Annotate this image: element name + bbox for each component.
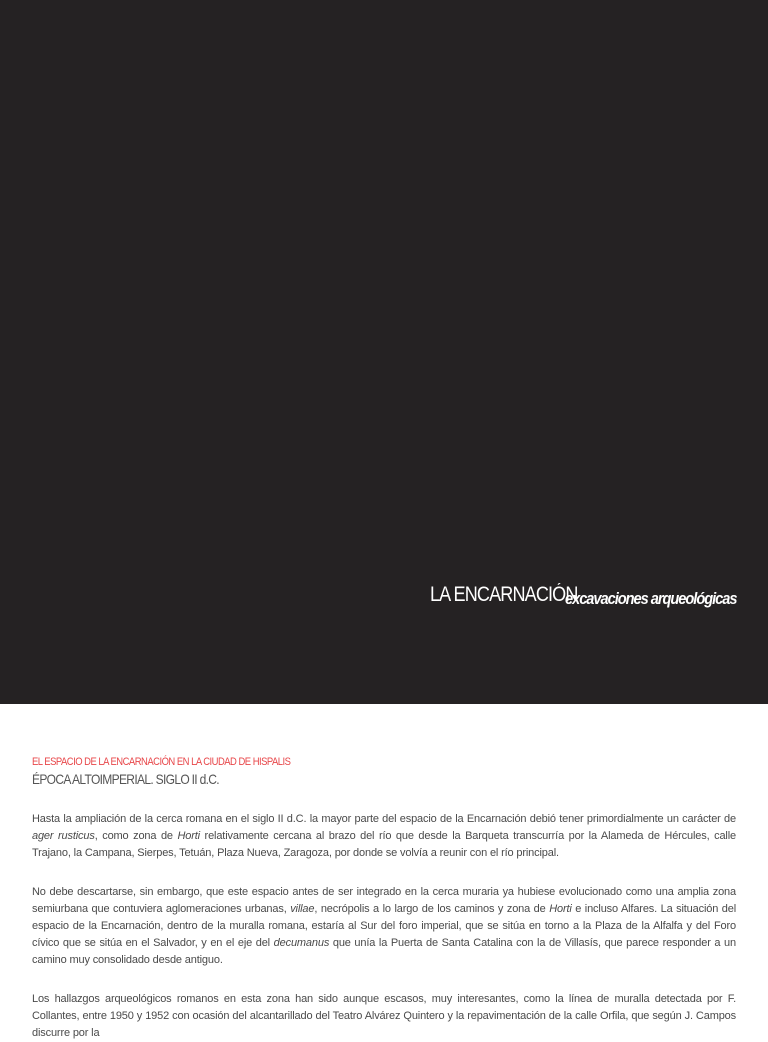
section-heading: EL ESPACIO DE LA ENCARNACIÓN EN LA CIUDAD DE HISPALIS	[32, 756, 291, 768]
section-subheading: ÉPOCA ALTOIMPERIAL. SIGLO II d.C.	[32, 771, 219, 787]
paragraph-text: que unía la Puerta de Santa Catalina con la de Villasís, que parece responder a un camino muy consolidado desde antiguo.	[32, 937, 736, 966]
cover-title-block	[430, 583, 737, 608]
document-body	[32, 752, 736, 1042]
paragraph-3	[32, 991, 736, 1042]
italic-term: Horti	[549, 903, 572, 915]
paragraph-1	[32, 811, 736, 862]
italic-term: decumanus	[273, 937, 330, 949]
paragraph-2	[32, 884, 736, 969]
section-header	[32, 752, 736, 789]
cover-subtitle: excavaciones arqueológicas	[565, 589, 737, 608]
paragraph-text: Hasta la ampliación de la cerca romana en el siglo II d.C. la mayor parte del espacio de la Encarnación debió tener primordialmente un carácter de	[32, 813, 736, 825]
paragraph-text: No debe descartarse, sin embargo, que este espacio antes de ser integrado en la cerca muraria ya hubiese evolucionado como una amplia zona semiurbana que contuviera aglomeraciones urbanas,	[32, 886, 736, 915]
cover-title: LA ENCARNACIÓN	[430, 583, 578, 606]
italic-term: Horti	[177, 830, 200, 842]
paragraph-text: Los hallazgos arqueológicos romanos en esta zona han sido aunque escasos, muy interesantes, como la línea de muralla detectada por F. Collantes, entre 1950 y 1952 con ocasión del alcantarillado del Teatro Alvárez Quintero y la repavimentación de la calle Orfila, que según J. Campos discurre por la	[32, 993, 736, 1039]
italic-term: ager rusticus	[32, 830, 95, 842]
paragraph-text: , necrópolis a lo largo de los caminos y zona de	[314, 903, 550, 915]
paragraph-text: relativamente cercana al brazo del río que desde la Barqueta transcurría por la Alameda de Hércules, calle Trajano, la Campana, Sierpes, Tetuán, Plaza Nueva, Zaragoza, por donde se volvía a reunir con el río principal.	[32, 830, 736, 859]
paragraph-text: e incluso Alfares. La situación del espacio de la Encarnación, dentro de la muralla romana, estaría al Sur del foro imperial, que se sitúa en torno a la Plaza de la Alfalfa y del Foro cívico que se sitúa en el Salvador, y en el eje del	[32, 903, 737, 949]
italic-term: villae	[290, 903, 315, 915]
paragraph-text: , como zona de	[94, 830, 178, 842]
